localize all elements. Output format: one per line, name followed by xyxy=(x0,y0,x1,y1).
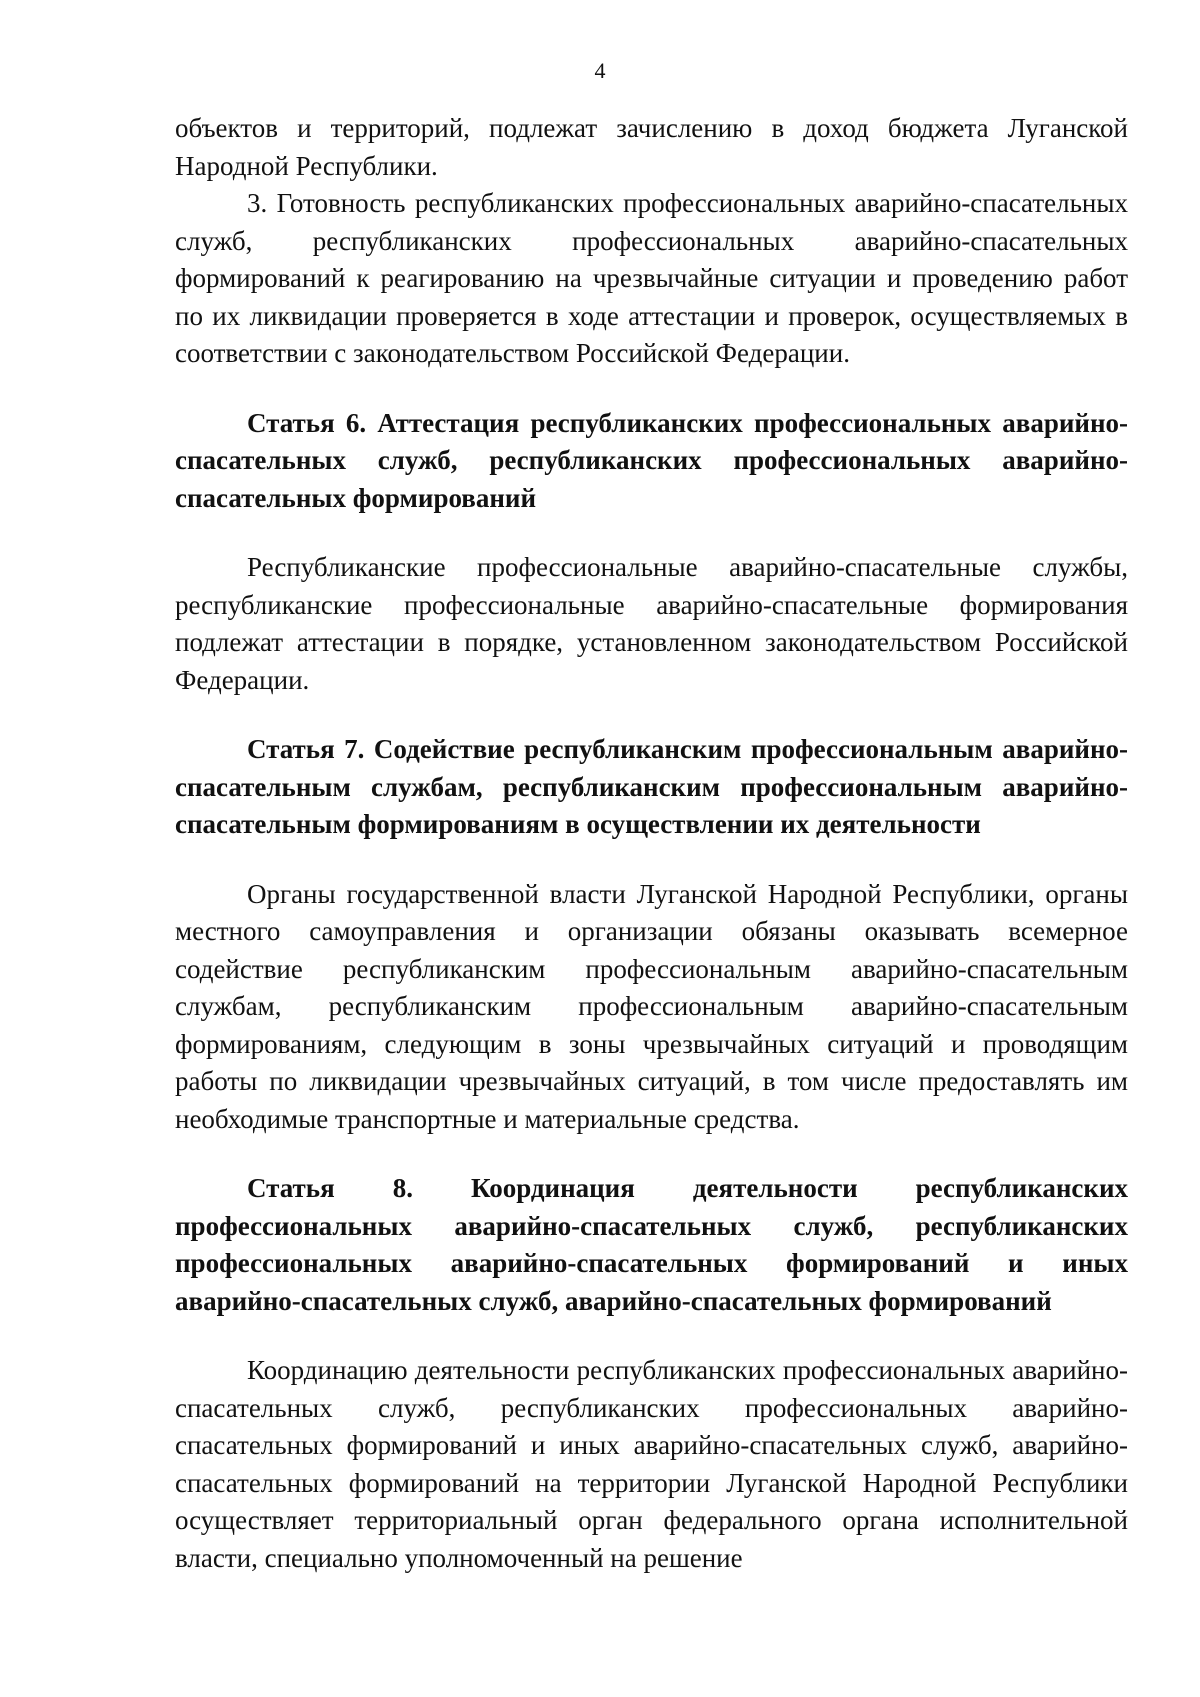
spacer xyxy=(175,517,1128,549)
article-6-text: Республиканские профессиональные аварийно-спасательные службы, республиканские профессиональные аварийно-спасательные формирования подлежат аттестации в порядке, установленном законодательством Российской Федерации. xyxy=(175,552,1128,695)
document-body xyxy=(175,110,1128,1577)
page-number: 4 xyxy=(594,58,606,83)
spacer xyxy=(175,699,1128,731)
spacer xyxy=(175,1138,1128,1170)
article-8-heading: Статья 8. Координация деятельности республиканских профессиональных аварийно-спасательных служб, республиканских профессиональных аварийно-спасательных формирований и иных аварийно-спасательных служб, аварийно-спасательных формирований xyxy=(175,1173,1128,1316)
article-8-text: Координацию деятельности республиканских профессиональных аварийно-спасательных служб, республиканских профессиональных аварийно-спасательных формирований и иных аварийно-спасательных служб, аварийно-спасательных формирований на территории Луганской Народной Республики осуществляет территориальный орган федерального органа исполнительной власти, специально уполномоченный на решение xyxy=(175,1355,1128,1573)
paragraph-continuation: объектов и территорий, подлежат зачислению в доход бюджета Луганской Народной Республики. xyxy=(175,113,1128,181)
article-7-heading: Статья 7. Содействие республиканским профессиональным аварийно-спасательным службам, республиканским профессиональным аварийно-спасательным формированиям в осуществлении их деятельности xyxy=(175,734,1128,839)
spacer xyxy=(175,844,1128,876)
paragraph-item-3: 3. Готовность республиканских профессиональных аварийно-спасательных служб, республиканских профессиональных аварийно-спасательных формирований к реагированию на чрезвычайные ситуации и проведению работ по их ликвидации проверяется в ходе аттестации и проверок, осуществляемых в соответствии с законодательством Российской Федерации. xyxy=(175,188,1128,368)
spacer xyxy=(175,1320,1128,1352)
spacer xyxy=(175,373,1128,405)
article-6-heading: Статья 6. Аттестация республиканских профессиональных аварийно-спасательных служб, республиканских профессиональных аварийно-спасательных формирований xyxy=(175,407,1128,513)
article-7-text: Органы государственной власти Луганской Народной Республики, органы местного самоуправления и организации обязаны оказывать всемерное содействие республиканским профессиональным аварийно-спасательным службам, республиканским профессиональным аварийно-спасательным формированиям, следующим в зоны чрезвычайных ситуаций и проводящим работы по ликвидации чрезвычайных ситуаций, в том числе предоставлять им необходимые транспортные и материальные средства. xyxy=(175,878,1128,1134)
